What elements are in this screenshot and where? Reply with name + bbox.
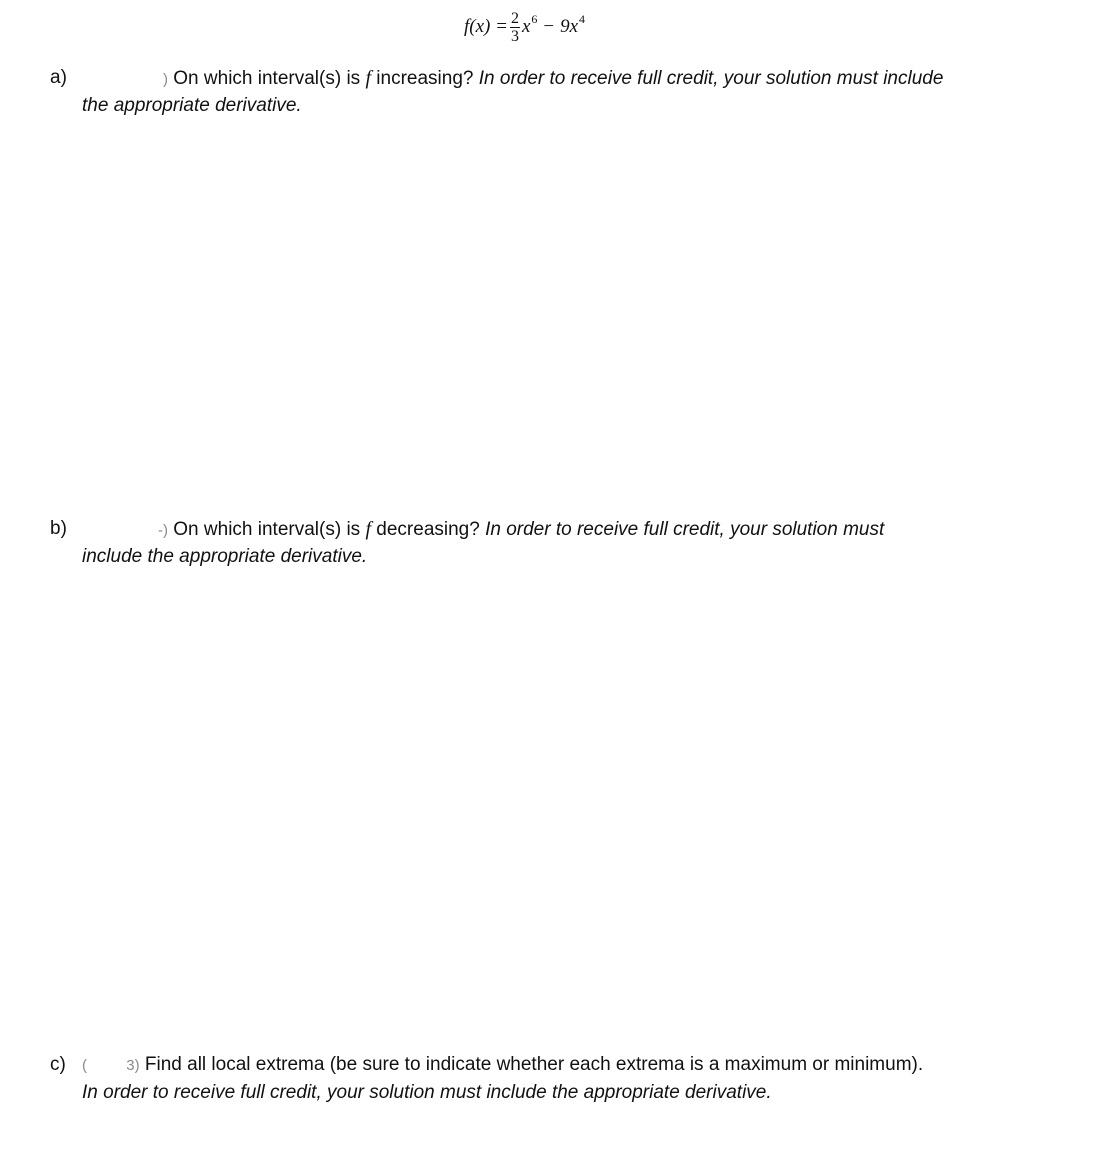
marks-fragment: -) — [158, 522, 168, 539]
term1-exponent: 6 — [531, 11, 538, 26]
question-text-cont: increasing? — [371, 68, 479, 89]
instructions-text: In order to receive full credit, your solution must — [485, 519, 885, 540]
question-text: On which interval(s) is — [173, 519, 366, 540]
answer-space-a[interactable] — [82, 130, 1042, 500]
term2-exponent: 4 — [579, 11, 586, 26]
question-text: Find all local extrema (be sure to indicate whether each extrema is a maximum or minimum). — [144, 1054, 924, 1075]
function-symbol: f — [365, 518, 372, 540]
term1-variable: x — [521, 16, 531, 37]
question-line — [158, 515, 884, 545]
part-letter: a) — [50, 67, 67, 88]
instructions-line2: In order to receive full credit, your solution must include the appropriate derivative. — [82, 1082, 772, 1103]
question-line — [82, 1051, 923, 1080]
part-letter: b) — [50, 518, 67, 539]
minus-sign: − — [543, 16, 555, 37]
question-text: On which interval(s) is — [173, 68, 366, 89]
term2: 9x — [560, 16, 579, 37]
function-definition — [464, 2, 585, 52]
question-line — [163, 64, 943, 94]
fraction-numerator: 2 — [510, 9, 519, 27]
formula-fraction — [510, 10, 520, 45]
marks-open: ( — [82, 1057, 87, 1074]
formula-lhs: f(x) = — [464, 16, 508, 37]
instructions-line2: the appropriate derivative. — [82, 95, 302, 116]
fraction-denominator: 3 — [510, 27, 519, 45]
instructions-text: In order to receive full credit, your solution must include — [478, 68, 944, 89]
question-text-cont: decreasing? — [371, 519, 486, 540]
part-letter: c) — [50, 1054, 66, 1075]
marks-fragment: 3) — [126, 1057, 140, 1074]
marks-fragment: ) — [163, 71, 168, 88]
answer-space-b[interactable] — [82, 580, 1042, 1040]
instructions-line2: include the appropriate derivative. — [82, 546, 368, 567]
function-symbol: f — [365, 67, 372, 89]
